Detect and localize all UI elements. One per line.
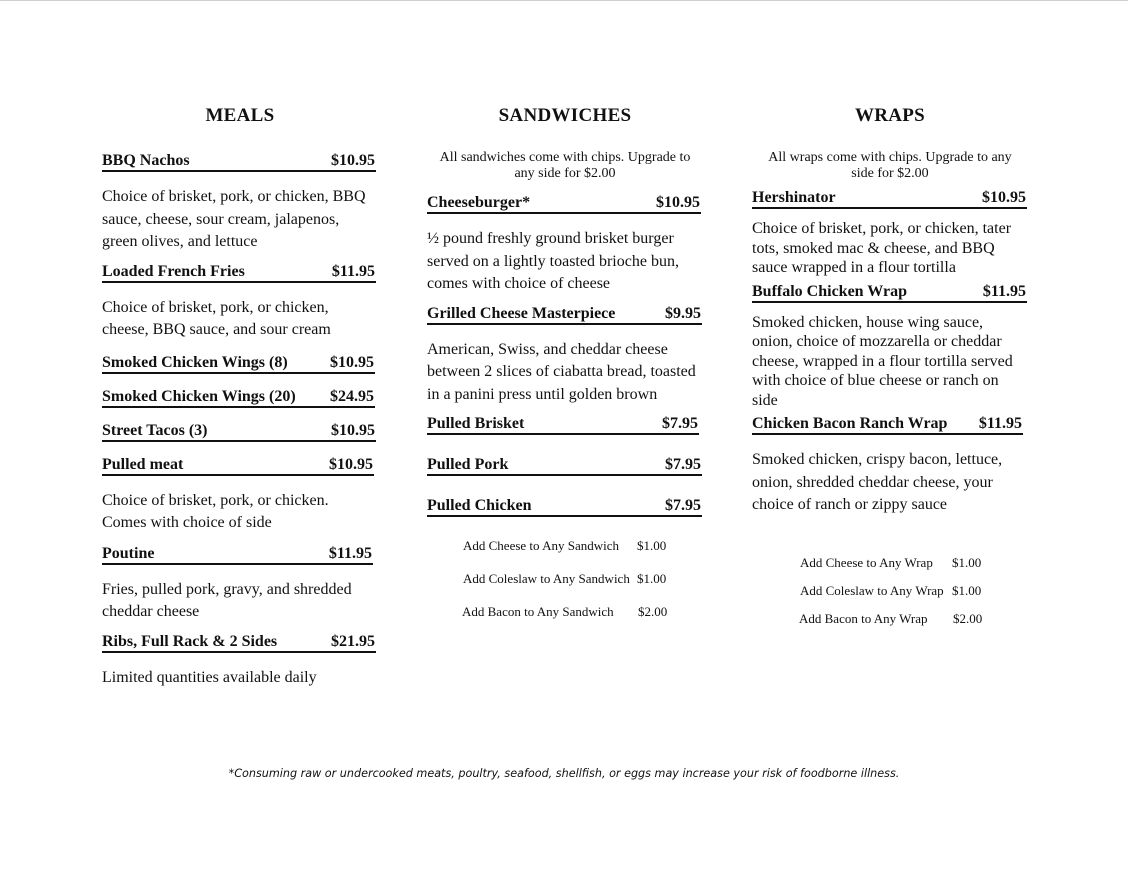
addon-row — [800, 583, 1028, 611]
page-top-border — [0, 0, 1128, 1]
menu-item-header — [752, 283, 1027, 303]
menu-item — [427, 194, 703, 296]
menu-item-header — [102, 422, 376, 442]
menu-item — [427, 456, 703, 476]
menu-item-description: ½ pound freshly ground brisket burger served on a lightly toasted brioche bun, comes with choice of cheese — [427, 230, 679, 292]
menu-item-name: Chicken Bacon Ranch Wrap — [752, 415, 948, 432]
addon-row — [800, 555, 1028, 583]
menu-item-header — [102, 545, 373, 565]
wraps-note: All wraps come with chips. Upgrade to any side for $2.00 — [768, 150, 1012, 181]
wrap-addons — [800, 555, 1028, 639]
menu-item-header — [427, 497, 702, 517]
menu-item — [102, 422, 378, 442]
menu-item-name: Ribs, Full Rack & 2 Sides — [102, 632, 278, 650]
wraps-column — [752, 105, 1028, 639]
menu-item-header — [102, 354, 375, 374]
meals-title: MEALS — [205, 105, 275, 126]
menu-item — [102, 152, 378, 254]
menu-item-name: Smoked Chicken Wings (20) — [102, 387, 296, 405]
sandwiches-column — [427, 105, 703, 637]
menu-item-price: $10.95 — [331, 152, 375, 169]
menu-item-description: Limited quantities available daily — [102, 668, 317, 686]
menu-item-name: Loaded French Fries — [102, 262, 245, 280]
menu-item-description: Choice of brisket, pork, or chicken, tater tots, smoked mac & cheese, and BBQ sauce wrapped in a flour tortilla — [752, 220, 1012, 276]
menu-item-price: $10.95 — [982, 189, 1026, 206]
menu-item-name: Buffalo Chicken Wrap — [752, 282, 907, 300]
menu-item-price: $7.95 — [665, 497, 701, 514]
addon-name: Add Bacon to Any Sandwich — [462, 604, 614, 619]
addon-price: $1.00 — [952, 554, 982, 570]
menu-item-description: Choice of brisket, pork, or chicken, BBQ sauce, cheese, sour cream, jalapenos, green olives, and lettuce — [102, 188, 366, 250]
addon-price: $2.00 — [638, 604, 668, 619]
menu-item-description: Smoked chicken, crispy bacon, lettuce, onion, shredded cheddar cheese, your choice of ranch or zippy sauce — [752, 451, 1003, 513]
menu-item — [752, 283, 1028, 411]
menu-item — [427, 497, 703, 517]
addon-name: Add Cheese to Any Sandwich — [463, 538, 619, 553]
menu-item-description: Choice of brisket, pork, or chicken, cheese, BBQ sauce, and sour cream — [102, 298, 331, 338]
menu-item — [102, 633, 378, 690]
menu-item-header — [102, 633, 376, 653]
menu-item-price: $10.95 — [329, 455, 373, 473]
addon-name: Add Cheese to Any Wrap — [800, 554, 933, 570]
sandwich-addons — [463, 538, 703, 637]
addon-name: Add Coleslaw to Any Sandwich — [463, 571, 630, 586]
menu-item-header — [427, 194, 701, 214]
menu-item-price: $10.95 — [330, 353, 374, 371]
footer-disclaimer: *Consuming raw or undercooked meats, poultry, seafood, shellfish, or eggs may increase your risk of foodborne illness. — [228, 767, 900, 780]
menu-item — [102, 354, 378, 374]
menu-item-name: Pulled meat — [102, 455, 184, 473]
menu-item-price: $10.95 — [331, 421, 375, 439]
menu-item-price: $9.95 — [665, 304, 701, 322]
menu-item-name: Street Tacos (3) — [102, 421, 208, 439]
menu-item-price: $11.95 — [982, 282, 1026, 300]
menu-item-price: $11.95 — [331, 262, 375, 280]
addon-price: $1.00 — [952, 582, 982, 598]
menu-item-header — [752, 415, 1023, 435]
menu-item — [102, 545, 378, 624]
menu-item-price: $10.95 — [656, 194, 700, 211]
menu-item-name: Pulled Chicken — [427, 497, 532, 514]
menu-item-name: BBQ Nachos — [102, 152, 190, 169]
menu-item-name: Hershinator — [752, 189, 836, 206]
addon-name: Add Bacon to Any Wrap — [799, 610, 928, 626]
menu-item-name: Cheeseburger* — [427, 194, 531, 211]
menu-item-header — [427, 415, 699, 435]
menu-item-description: American, Swiss, and cheddar cheese between 2 slices of ciabatta bread, toasted in a panini press until golden brown — [427, 340, 696, 403]
meals-column — [102, 105, 378, 689]
menu-item — [427, 305, 703, 407]
menu-item-name: Grilled Cheese Masterpiece — [427, 304, 616, 322]
menu-item-description: Smoked chicken, house wing sauce, onion, choice of mozzarella or cheddar cheese, wrapped in a flour tortilla served with choice of blue cheese or ranch on side — [752, 313, 1013, 409]
menu-item-header — [102, 152, 376, 172]
addon-row — [463, 571, 703, 604]
menu-item-description: Fries, pulled pork, gravy, and shredded cheddar cheese — [102, 580, 352, 620]
addon-price: $1.00 — [637, 571, 667, 586]
menu-item-name: Pulled Pork — [427, 456, 509, 473]
menu-item-price: $21.95 — [331, 632, 375, 650]
menu-item-header — [102, 263, 376, 283]
addon-row — [462, 604, 703, 637]
wraps-title: WRAPS — [854, 105, 926, 126]
menu-item-price: $11.95 — [328, 544, 372, 562]
addon-price: $2.00 — [953, 610, 983, 626]
menu-item-header — [102, 456, 374, 476]
addon-price: $1.00 — [637, 538, 667, 553]
menu-item-name: Smoked Chicken Wings (8) — [102, 353, 288, 371]
menu-item — [752, 189, 1028, 278]
menu-item-price: $7.95 — [662, 415, 698, 432]
menu-item — [102, 456, 378, 535]
menu-item — [102, 388, 378, 408]
menu-item — [752, 415, 1028, 517]
menu-item-header — [752, 189, 1027, 209]
menu-item-header — [427, 456, 702, 476]
sandwiches-title: SANDWICHES — [498, 105, 632, 126]
menu-item-description: Choice of brisket, pork, or chicken. Comes with choice of side — [102, 491, 329, 531]
menu-item-header — [102, 388, 375, 408]
addon-row — [463, 538, 703, 571]
menu-item-name: Pulled Brisket — [427, 415, 525, 432]
menu-item-price: $7.95 — [665, 456, 701, 473]
menu-item — [102, 263, 378, 342]
menu-item-price: $24.95 — [330, 387, 374, 405]
menu-item-price: $11.95 — [978, 415, 1022, 432]
menu-item — [427, 415, 703, 435]
sandwiches-note: All sandwiches come with chips. Upgrade to any side for $2.00 — [439, 150, 691, 181]
menu-item-name: Poutine — [102, 544, 155, 562]
addon-row — [799, 611, 1028, 639]
addon-name: Add Coleslaw to Any Wrap — [800, 582, 944, 598]
menu-item-header — [427, 305, 702, 325]
